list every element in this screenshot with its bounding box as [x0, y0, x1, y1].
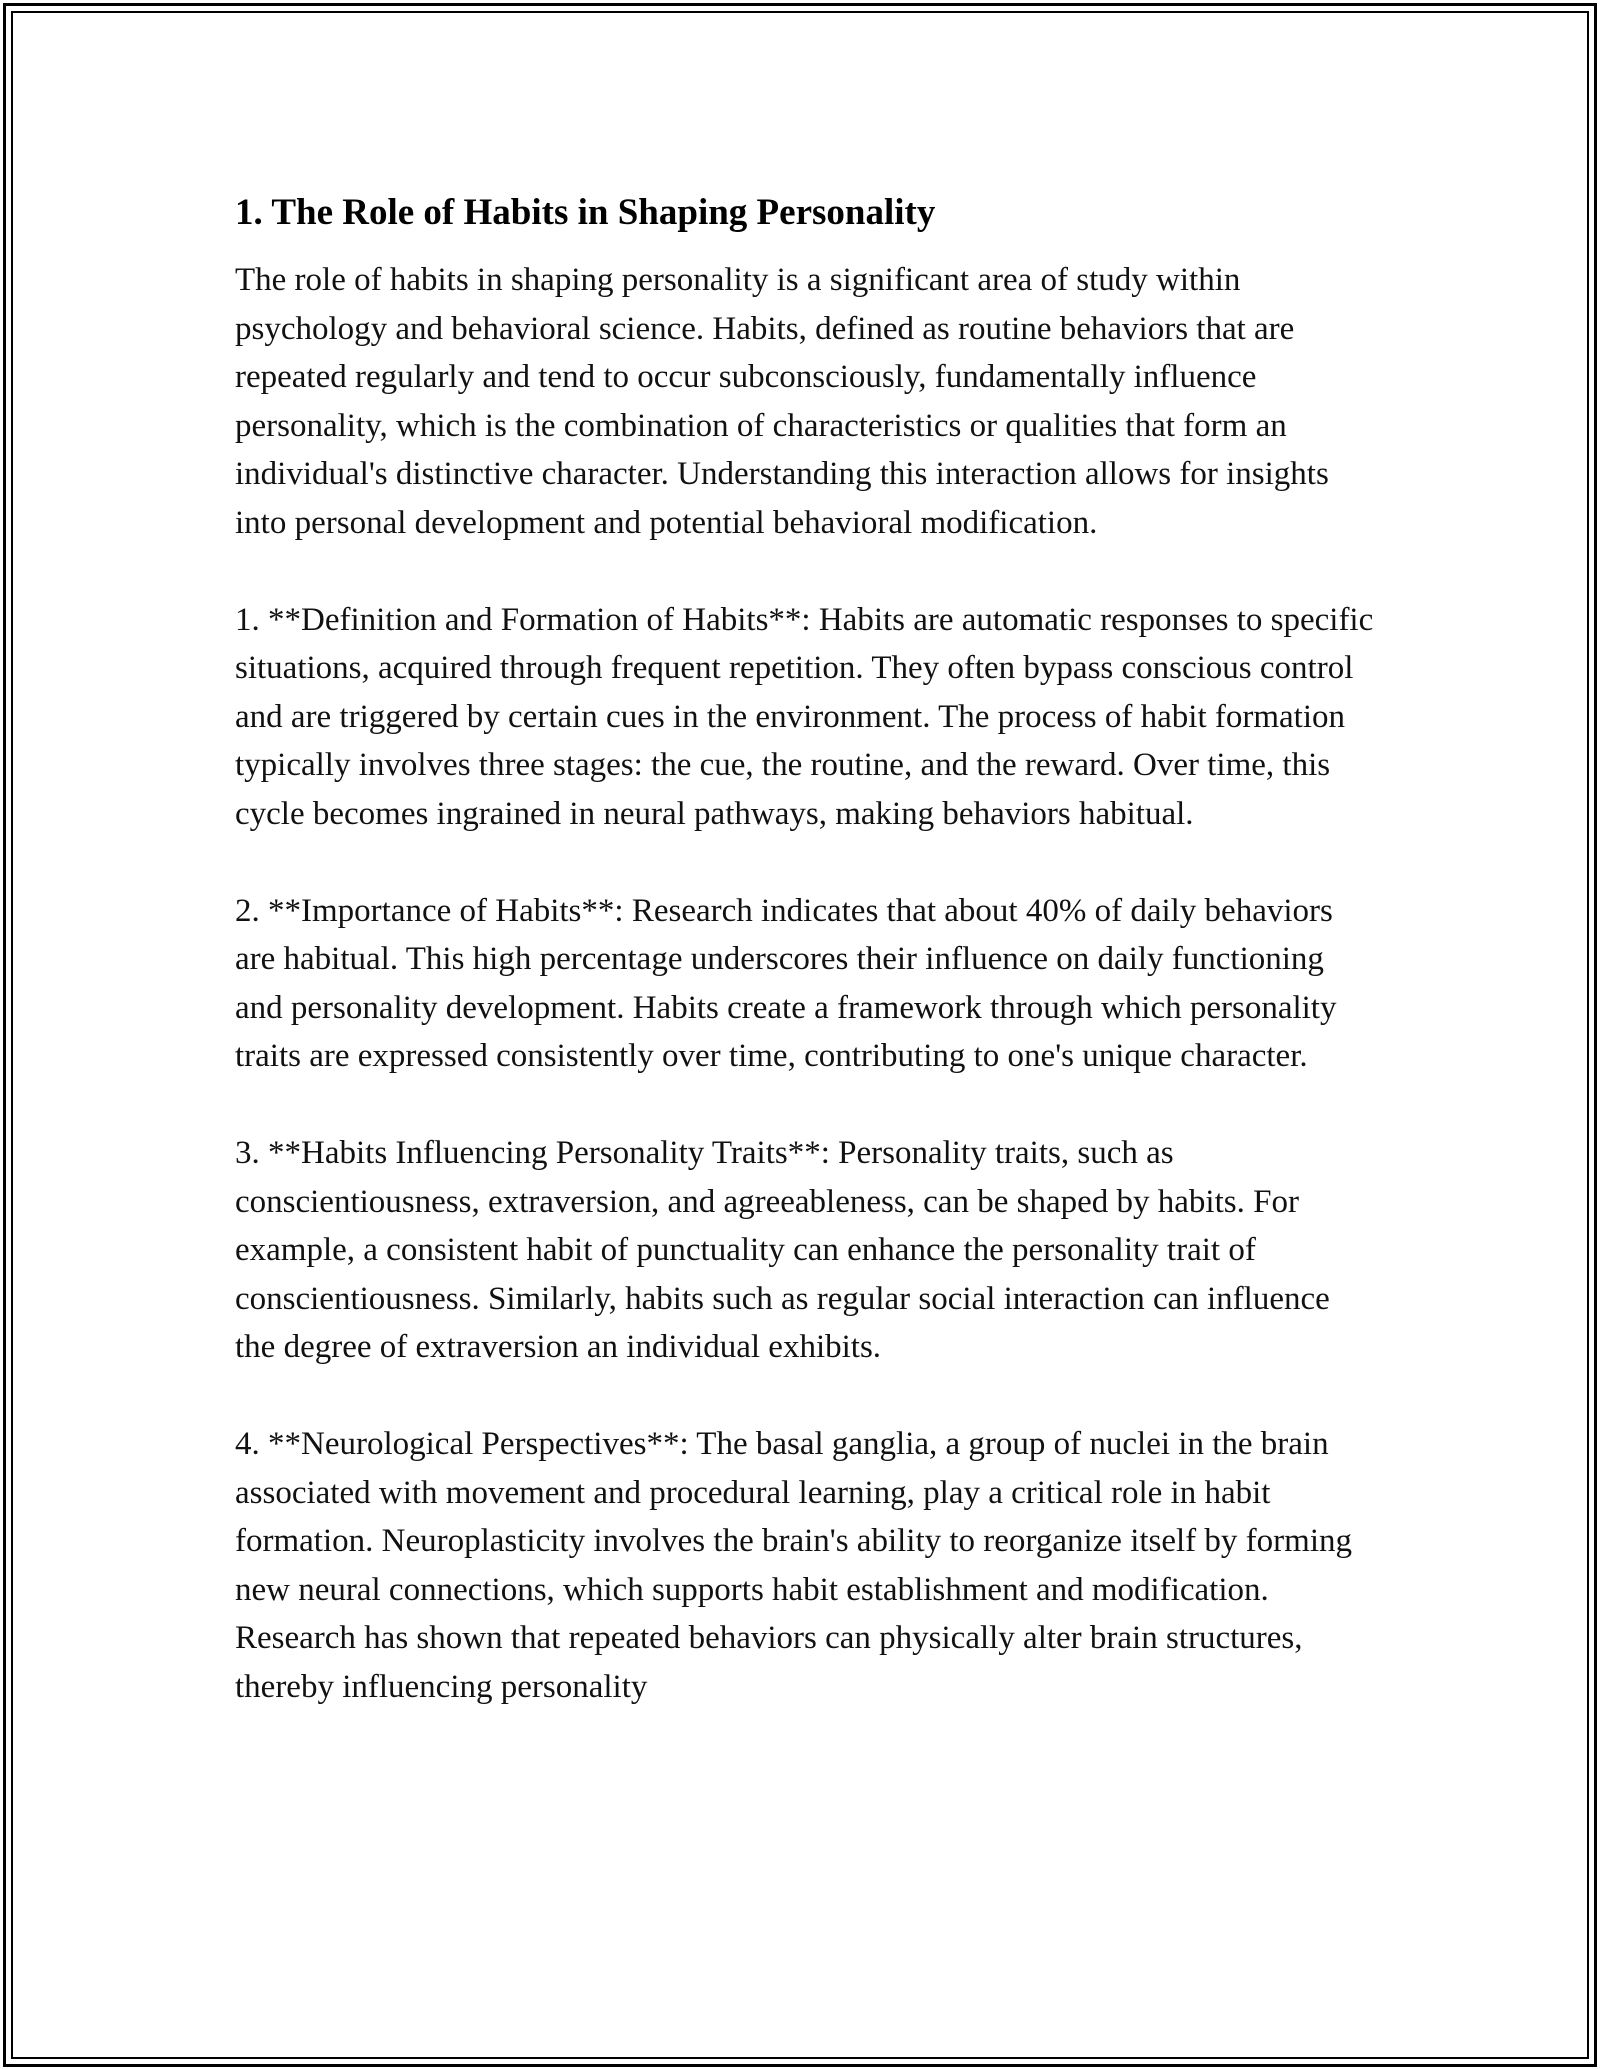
paragraph-neurological: 4. **Neurological Perspectives**: The basal ganglia, a group of nuclei in the brain associated with movement and procedural learning, play a critical role in habit formation. Neuroplasticity involves the brain's ability to reorganize itself by forming new neural connections, which supports habit establishment and modification. Research has shown that repeated behaviors can physically alter brain structures, thereby influencing personality — [235, 1426, 1352, 1705]
document-title: 1. The Role of Habits in Shaping Personality — [235, 192, 936, 233]
intro-paragraph: The role of habits in shaping personality is a significant area of study within psychology and behavioral science. Habits, defined as routine behaviors that are repeated regularly and tend to occur subconsciously, fundamentally influence personality, which is the combination of characteristics or qualities that form an individual's distinctive character. Understanding this interaction allows for insights into personal development and potential behavioral modification. — [235, 262, 1329, 541]
paragraph-personality-traits: 3. **Habits Influencing Personality Traits**: Personality traits, such as conscientiousness, extraversion, and agreeableness, can be shaped by habits. For example, a consistent habit of punctuality can enhance the personality trait of conscientiousness. Similarly, habits such as regular social interaction can influence the degree of extraversion an individual exhibits. — [235, 1135, 1330, 1365]
paragraph-importance: 2. **Importance of Habits**: Research indicates that about 40% of daily behaviors are habitual. This high percentage underscores their influence on daily functioning and personality development. Habits create a framework through which personality traits are expressed consistently over time, contributing to one's unique character. — [235, 892, 1337, 1074]
document-body — [235, 188, 1375, 1711]
paragraph-definition-formation: 1. **Definition and Formation of Habits**: Habits are automatic responses to specific situations, acquired through frequent repetition. They often bypass conscious control and are triggered by certain cues in the environment. The process of habit formation typically involves three stages: the cue, the routine, and the reward. Over time, this cycle becomes ingrained in neural pathways, making behaviors habitual. — [235, 601, 1374, 832]
